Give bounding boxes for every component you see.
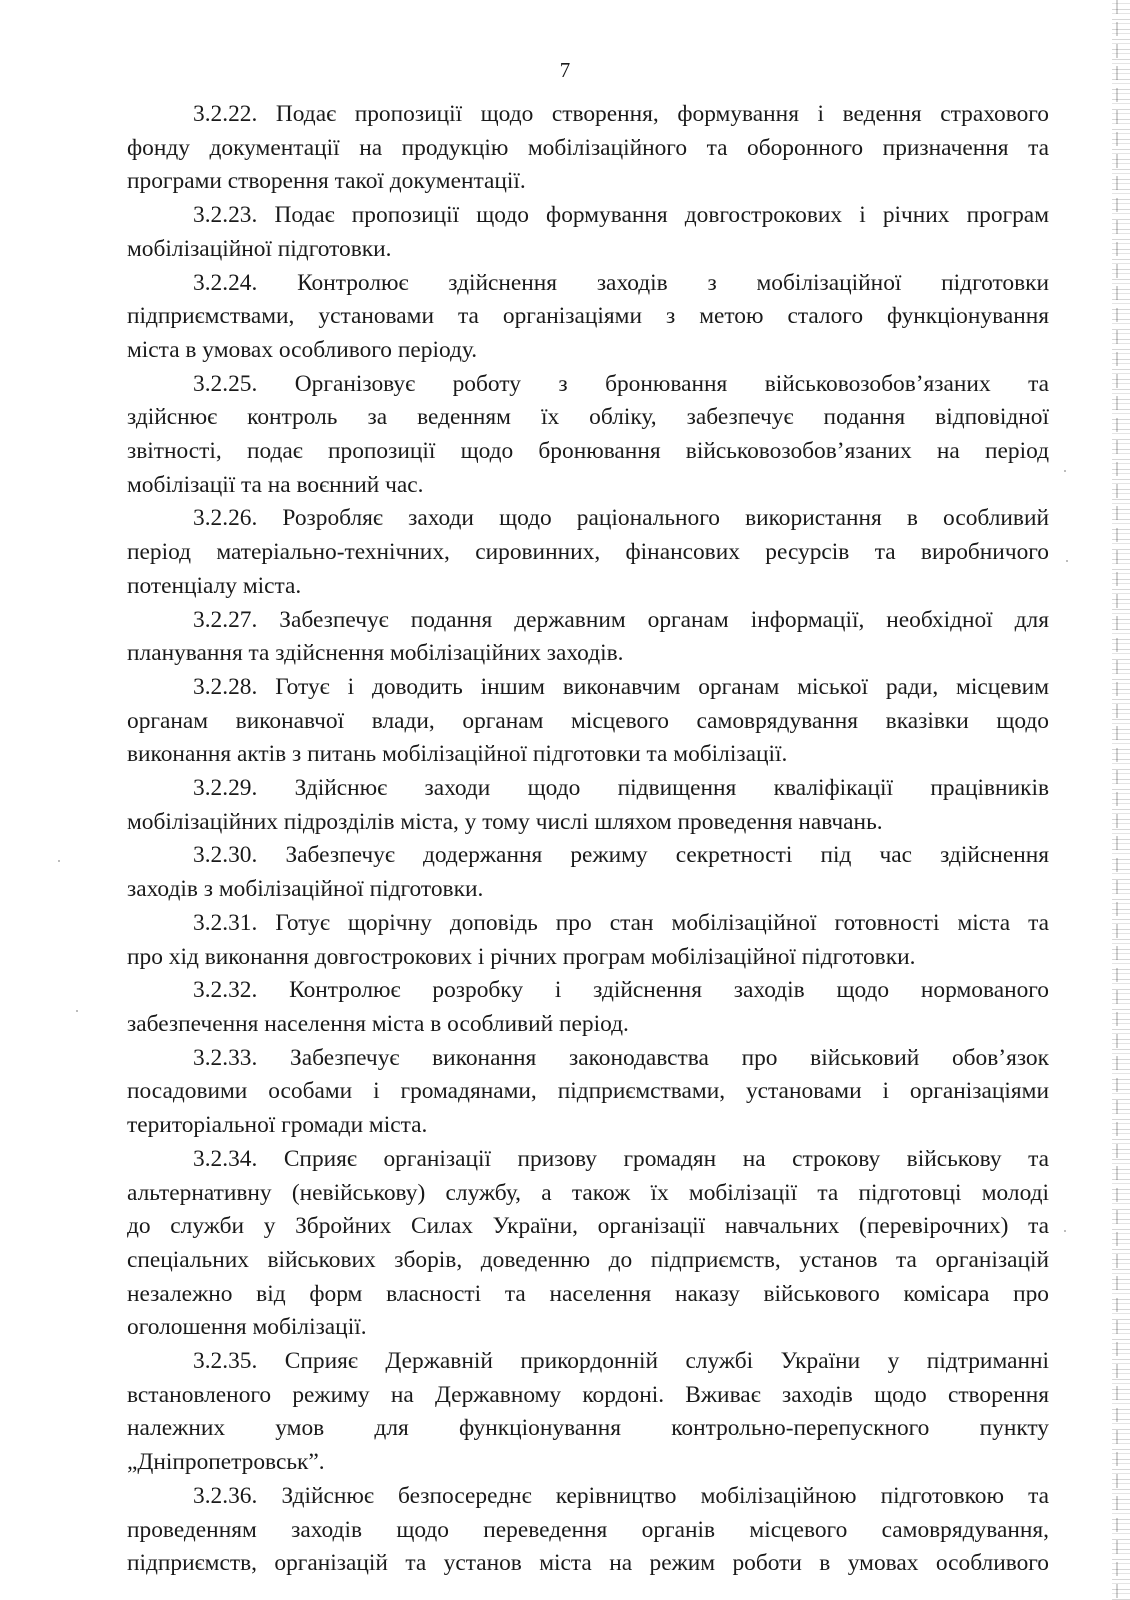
scan-speck <box>58 860 60 862</box>
paragraph-line: здійснює контроль за веденням їх обліку, забезпечує подання відповідної <box>127 404 1049 431</box>
paragraph-line: звітності, подає пропозиції щодо бронювання військовозобов’язаних на період <box>127 438 1049 465</box>
paragraph-line: 3.2.30. Забезпечує додержання режиму секретності під час здійснення <box>193 842 1049 869</box>
paragraph-line: 3.2.25. Організовує роботу з бронювання військовозобов’язаних та <box>193 370 1049 397</box>
paragraph-3-2-22 <box>127 98 1049 199</box>
paragraph-line: виконання актів з питань мобілізаційної підготовки та мобілізації. <box>127 741 788 768</box>
paragraph-3-2-27 <box>127 604 1049 671</box>
paragraph-3-2-33 <box>127 1042 1049 1143</box>
paragraph-line: територіальної громади міста. <box>127 1112 428 1139</box>
scan-speck <box>1038 1560 1040 1562</box>
paragraph-line: потенціалу міста. <box>127 572 302 599</box>
paragraph-3-2-26 <box>127 502 1049 603</box>
paragraph-line: мобілізаційних підрозділів міста, у тому числі шляхом проведення навчань. <box>127 808 883 835</box>
paragraph-line: мобілізації та на воєнний час. <box>127 471 424 498</box>
paragraph-line: альтернативну (невійськову) службу, а також їх мобілізації та підготовці молоді <box>127 1179 1049 1206</box>
paragraph-3-2-23 <box>127 199 1049 266</box>
paragraph-line: 3.2.28. Готує і доводить іншим виконавчим органам міської ради, місцевим <box>193 673 1049 700</box>
paragraph-3-2-32 <box>127 974 1049 1041</box>
paragraph-line: органам виконавчої влади, органам місцевого самоврядування вказівки щодо <box>127 707 1049 734</box>
document-body <box>127 98 1049 1581</box>
paragraph-3-2-30 <box>127 839 1049 906</box>
page-number: 7 <box>559 58 571 82</box>
paragraph-line: оголошення мобілізації. <box>127 1314 367 1341</box>
paragraph-line: встановленого режиму на Державному кордоні. Вживає заходів щодо створення <box>127 1381 1049 1408</box>
scan-edge-noise <box>1112 0 1130 1600</box>
paragraph-3-2-35 <box>127 1345 1049 1480</box>
paragraph-line: посадовими особами і громадянами, підприємствами, установами і організаціями <box>127 1078 1049 1105</box>
paragraph-line: незалежно від форм власності та населення наказу військового комісара про <box>127 1280 1049 1307</box>
paragraph-line: 3.2.35. Сприяє Державній прикордонній службі України у підтриманні <box>193 1348 1049 1375</box>
paragraph-line: 3.2.36. Здійснює безпосереднє керівництво мобілізаційною підготовкою та <box>193 1482 1049 1509</box>
paragraph-line: період матеріально-технічних, сировинних, фінансових ресурсів та виробничого <box>127 539 1049 566</box>
paragraph-line: про хід виконання довгострокових і річних програм мобілізаційної підготовки. <box>127 943 916 970</box>
paragraph-line: до служби у Збройних Силах України, організації навчальних (перевірочних) та <box>127 1213 1049 1240</box>
paragraph-line: підприємствами, установами та організаціями з метою сталого функціонування <box>127 303 1049 330</box>
paragraph-line: 3.2.33. Забезпечує виконання законодавства про військовий обов’язок <box>193 1044 1049 1071</box>
paragraph-line: підприємств, організацій та установ міста на режим роботи в умовах особливого <box>127 1550 1049 1577</box>
paragraph-line: планування та здійснення мобілізаційних заходів. <box>127 640 624 667</box>
paragraph-line: міста в умовах особливого періоду. <box>127 336 478 363</box>
paragraph-line: „Дніпропетровськ”. <box>127 1449 325 1476</box>
paragraph-line: належних умов для функціонування контрольно-перепускного пункту <box>127 1415 1049 1442</box>
scan-speck <box>1066 560 1068 562</box>
paragraph-line: 3.2.32. Контролює розробку і здійснення заходів щодо нормованого <box>193 977 1049 1004</box>
paragraph-line: проведенням заходів щодо переведення органів місцевого самоврядування, <box>127 1516 1049 1543</box>
paragraph-3-2-24 <box>127 267 1049 368</box>
paragraph-line: 3.2.29. Здійснює заходи щодо підвищення кваліфікації працівників <box>193 775 1049 802</box>
paragraph-line: 3.2.26. Розробляє заходи щодо раціонального використання в особливий <box>193 505 1049 532</box>
paragraph-line: 3.2.34. Сприяє організації призову громадян на строкову військову та <box>193 1145 1049 1172</box>
paragraph-line: мобілізаційної підготовки. <box>127 235 392 262</box>
paragraph-line: фонду документації на продукцію мобілізаційного та оборонного призначення та <box>127 134 1049 161</box>
paragraph-3-2-36 <box>127 1480 1049 1581</box>
paragraph-3-2-34 <box>127 1143 1049 1345</box>
scan-speck <box>1064 1230 1066 1232</box>
paragraph-3-2-29 <box>127 772 1049 839</box>
paragraph-line: спеціальних військових зборів, доведенню до підприємств, установ та організацій <box>127 1246 1049 1273</box>
paragraph-3-2-25 <box>127 368 1049 503</box>
paragraph-line: 3.2.27. Забезпечує подання державним органам інформації, необхідної для <box>193 606 1049 633</box>
paragraph-line: 3.2.31. Готує щорічну доповідь про стан мобілізаційної готовності міста та <box>193 909 1049 936</box>
paragraph-line: заходів з мобілізаційної підготовки. <box>127 876 484 903</box>
paragraph-line: забезпечення населення міста в особливий період. <box>127 1010 629 1037</box>
paragraph-line: 3.2.22. Подає пропозиції щодо створення, формування і ведення страхового <box>193 101 1049 127</box>
paragraph-line: 3.2.24. Контролює здійснення заходів з мобілізаційної підготовки <box>193 269 1049 296</box>
paragraph-line: програми створення такої документації. <box>127 168 526 195</box>
scan-speck <box>1064 470 1066 472</box>
paragraph-line: 3.2.23. Подає пропозиції щодо формування довгострокових і річних програм <box>193 202 1049 229</box>
scan-speck <box>76 1010 78 1012</box>
paragraph-3-2-28 <box>127 671 1049 772</box>
paragraph-3-2-31 <box>127 907 1049 974</box>
